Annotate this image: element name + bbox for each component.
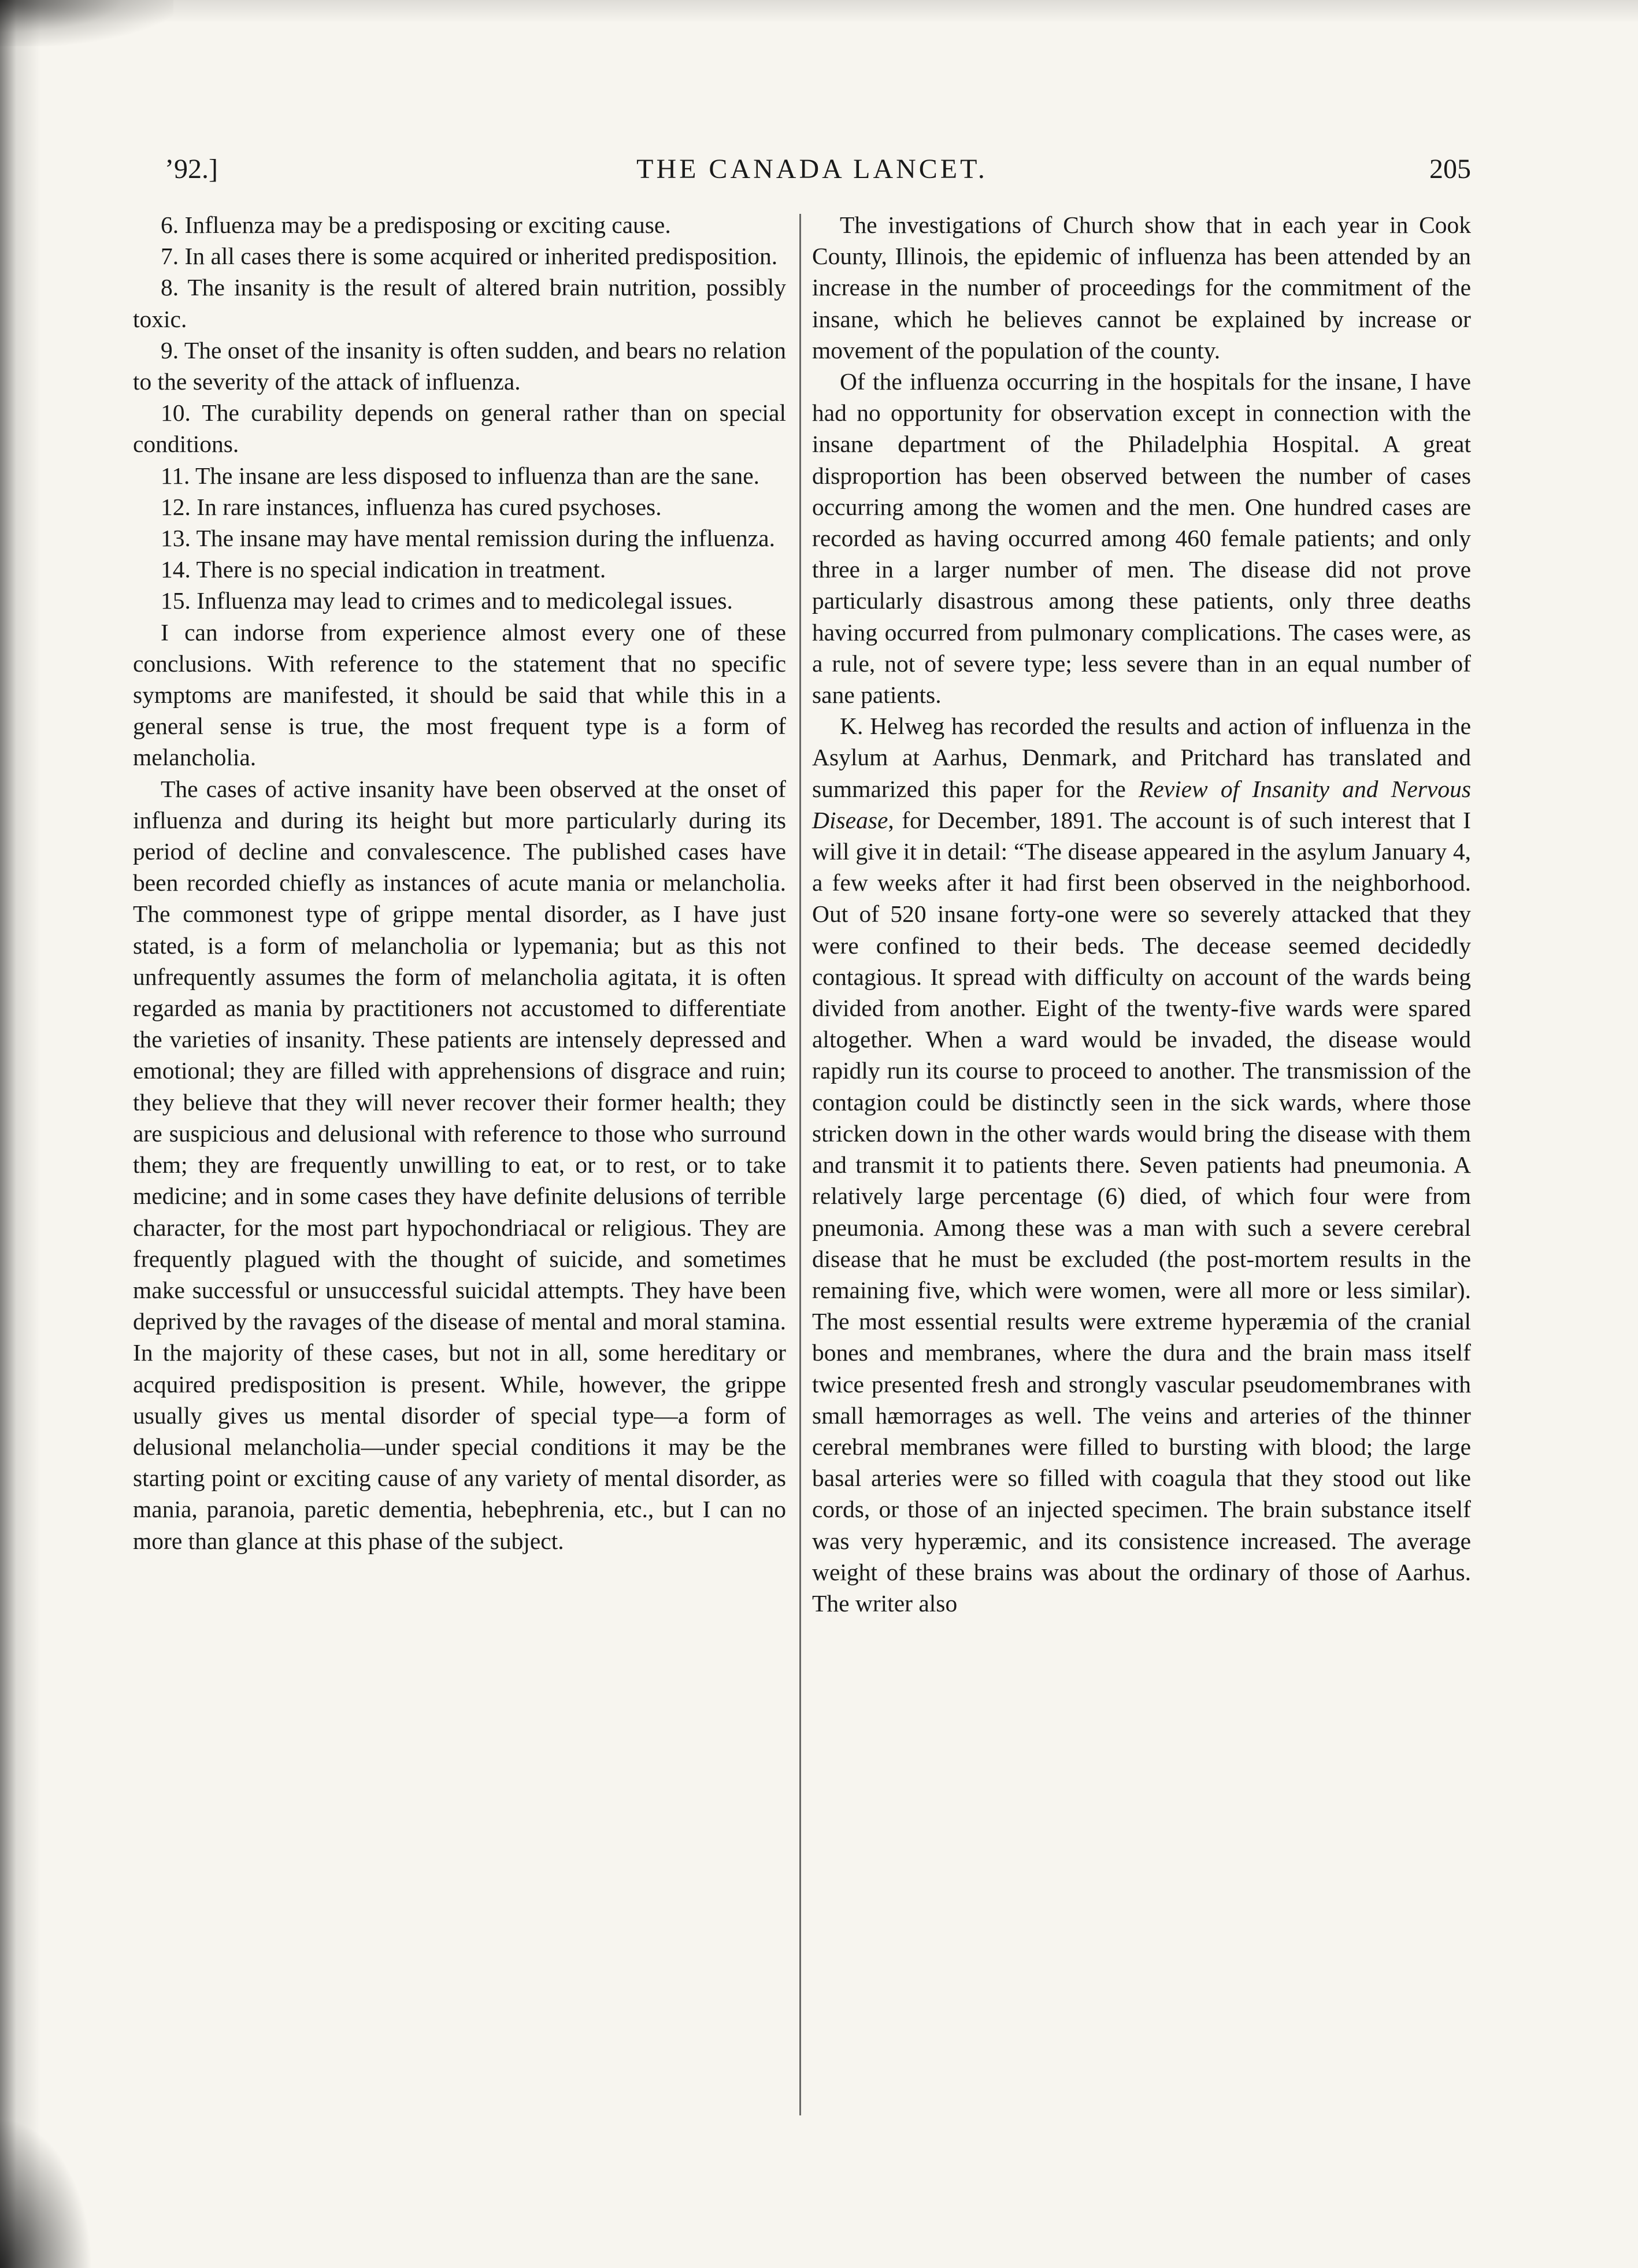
scan-shadow-left	[0, 0, 40, 2268]
paragraph: 10. The curability depends on general rather than on special conditions.	[133, 399, 786, 458]
paragraph-with-citation	[812, 710, 1471, 1619]
paragraph: I can indorse from experience almost every one of these conclusions. With reference to the statement that no specific symptoms are manifested, it should be said that while this in a general sense is true, the most frequent type is a form of melancholia.	[133, 618, 786, 771]
paragraph: 9. The onset of the insanity is often sudden, and bears no relation to the severity of the attack of influenza.	[133, 336, 786, 395]
scan-shadow-corner-bottom-left	[0, 2118, 92, 2268]
column-divider	[799, 214, 801, 2115]
paragraph: 8. The insanity is the result of altered brain nutrition, possibly toxic.	[133, 274, 786, 332]
header-year: ’92.]	[165, 154, 218, 184]
paragraph: 13. The insane may have mental remission during the influenza.	[161, 525, 775, 552]
paragraph: 14. There is no special indication in treatment.	[161, 556, 606, 583]
paragraph: 7. In all cases there is some acquired or inherited predisposition.	[161, 243, 778, 270]
paragraph: 12. In rare instances, influenza has cured psychoses.	[161, 493, 662, 520]
right-column	[812, 209, 1471, 1619]
paragraph: 15. Influenza may lead to crimes and to medicolegal issues.	[161, 587, 733, 614]
running-header	[153, 149, 1471, 190]
text-run: K. Helweg has recorded the results and action of influenza in the Asylum at Aarhus, Denmark, and Pritchard has translated and summarized this paper for the	[812, 713, 1471, 802]
left-column	[133, 209, 786, 1557]
paragraph: The cases of active insanity have been observed at the onset of influenza and during its height but more particularly during its period of decline and convalescence. The published cases have been recorded chiefly as instances of acute mania or melancholia. The commonest type of grippe mental disorder, as I have just stated, is a form of melancholia or lypemania; but as this not unfrequently assumes the form of melancholia agitata, it is often regarded as mania by practitioners not accustomed to differentiate the varieties of insanity. These patients are intensely depressed and emotional; they are filled with apprehensions of disgrace and ruin; they believe that they will never recover their former health; they are suspicious and delusional with reference to those who surround them; they are frequently unwilling to eat, or to rest, or to take medicine; and in some cases they have definite delusions of terrible character, for the most part hypochondriacal or religious. They are frequently plagued with the thought of suicide, and sometimes make successful or unsuccessful suicidal attempts. They have been deprived by the ravages of the disease of mental and moral stamina. In the majority of these cases, but not in all, some hereditary or acquired predisposition is present. While, however, the grippe usually gives us mental disorder of special type—a form of delusional melancholia—under special conditions it may be the starting point or exciting cause of any variety of mental disorder, as mania, paranoia, paretic dementia, hebephrenia, etc., but I can no more than glance at this phase of the subject.	[133, 775, 786, 1554]
paragraph: The investigations of Church show that in each year in Cook County, Illinois, the epidemic of influenza has been attended by an increase in the number of proceedings for the commitment of the insane, which he believes cannot be explained by increase or movement of the population of the county.	[812, 212, 1471, 364]
page-number: 205	[1429, 154, 1471, 184]
scan-shadow-top	[0, 0, 1638, 23]
paragraph: 11. The insane are less disposed to influenza than are the sane.	[161, 462, 760, 489]
journal-title: THE CANADA LANCET.	[636, 154, 988, 184]
journal-citation: Review of Insanity and Nervous Disease	[812, 775, 1471, 833]
paragraph: 6. Influenza may be a predisposing or exciting cause.	[161, 212, 671, 238]
scan-shadow-corner-top-left	[0, 0, 173, 46]
paragraph: Of the influenza occurring in the hospitals for the insane, I have had no opportunity for observation except in connection with the insane department of the Philadelphia Hospital. A great disproportion has been observed between the number of cases occurring among the women and the men. One hundred cases are recorded as having occurred among 460 female patients; and only three in a larger number of men. The disease did not prove particularly disastrous among these patients, only three deaths having occurred from pulmonary complications. The cases were, as a rule, not of severe type; less severe than in an equal number of sane patients.	[812, 368, 1471, 709]
text-run: , for December, 1891. The account is of such interest that I will give it in detail: “The disease appeared in the asylum January 4, a few weeks after it had first been observed in the neighborhood. Out of 520 insane forty-one were so severely attacked that they were confined to their beds. The decease seemed decidedly contagious. It spread with difficulty on account of the wards being divided from another. Eight of the twenty-five wards were spared altogether. When a ward would be invaded, the disease would rapidly run its course to proceed to another. The transmission of the contagion could be distinctly seen in the sick wards, where those stricken down in the other wards would bring the disease with them and transmit it to patients there. Seven patients had pneumonia. A relatively large percentage (6) died, of which four were from pneumonia. Among these was a man with such a severe cerebral disease that he must be excluded (the post-mortem results in the remaining five, which were women, were all more or less similar). The most essential results were extreme hyperæmia of the cranial bones and membranes, where the dura and the brain mass itself twice presented fresh and strongly vascular pseudomembranes with small hæmorrages as well. The veins and arteries of the thinner cerebral membranes were filled to bursting with blood; the large basal arteries were so filled with coagula that they stood out like cords, or those of an injected specimen. The brain substance itself was very hyperæmic, and its consistence increased. The average weight of these brains was about the ordinary of those of Aarhus. The writer also	[812, 806, 1471, 1617]
